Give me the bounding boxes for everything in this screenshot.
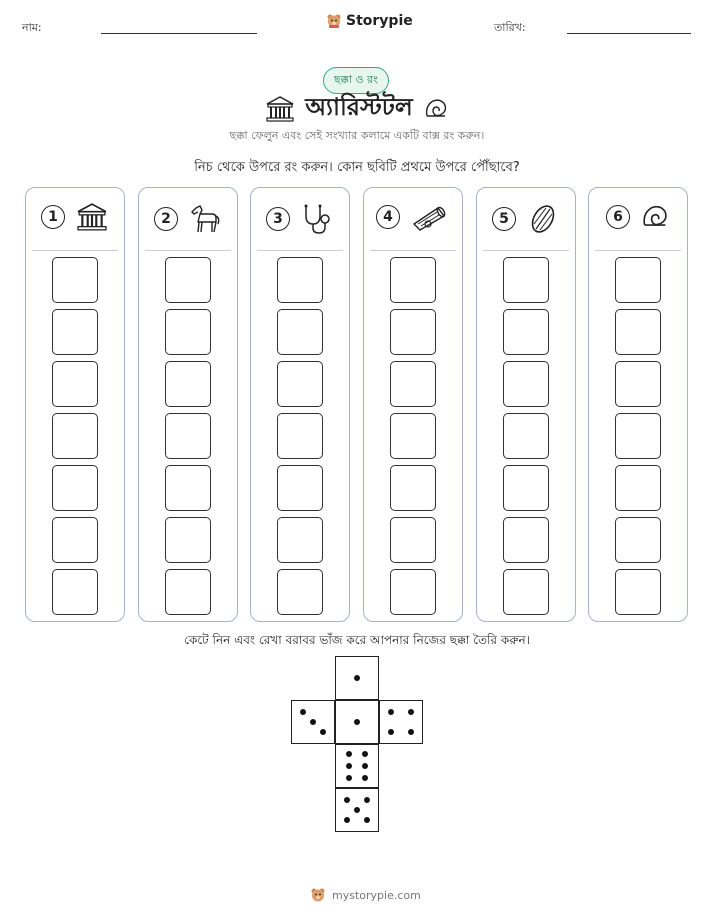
column-header (364, 202, 462, 232)
die-pip (354, 719, 360, 725)
stethoscope-icon (300, 202, 334, 236)
color-box[interactable] (52, 517, 98, 563)
shell-icon (423, 96, 449, 122)
die-pip (346, 775, 352, 781)
color-box[interactable] (390, 361, 436, 407)
bear-icon (326, 13, 342, 29)
color-box[interactable] (390, 517, 436, 563)
column-number: 4 (376, 205, 400, 229)
race-column-3 (250, 187, 350, 622)
temple-icon (75, 202, 109, 232)
page-title: অ্যারিস্টটল (305, 93, 413, 121)
die-pip (354, 807, 360, 813)
die-pip (320, 729, 326, 735)
race-column-5 (476, 187, 576, 622)
color-box[interactable] (277, 517, 323, 563)
die-pip (310, 719, 316, 725)
column-header (589, 202, 687, 232)
column-divider (370, 250, 456, 251)
die-face (335, 656, 379, 700)
color-box[interactable] (615, 257, 661, 303)
column-number: 1 (41, 205, 65, 229)
die-face (379, 700, 423, 744)
color-box[interactable] (165, 361, 211, 407)
activity-badge: ছক্কা ও রং (323, 67, 389, 94)
column-number: 5 (492, 207, 516, 231)
color-box[interactable] (277, 413, 323, 459)
color-box[interactable] (52, 465, 98, 511)
column-number: 2 (154, 207, 178, 231)
title-row (0, 89, 714, 129)
color-box[interactable] (277, 465, 323, 511)
column-header (477, 202, 575, 236)
color-box[interactable] (390, 465, 436, 511)
footer-url[interactable]: mystorypie.com (332, 888, 421, 902)
color-box[interactable] (165, 309, 211, 355)
race-column-4 (363, 187, 463, 622)
color-box[interactable] (503, 569, 549, 615)
color-box[interactable] (277, 257, 323, 303)
instruction: নিচ থেকে উপরে রং করুন। কোন ছবিটি প্রথমে উপরে পৌঁছাবে? (194, 160, 520, 175)
color-box[interactable] (165, 517, 211, 563)
color-box[interactable] (277, 309, 323, 355)
color-box[interactable] (503, 517, 549, 563)
color-box[interactable] (615, 569, 661, 615)
shell-icon (640, 202, 670, 232)
color-box[interactable] (615, 361, 661, 407)
color-box[interactable] (165, 413, 211, 459)
color-box[interactable] (503, 413, 549, 459)
color-box[interactable] (615, 413, 661, 459)
die-pip (388, 709, 394, 715)
color-box[interactable] (52, 257, 98, 303)
die-pip (388, 729, 394, 735)
die-pip (344, 817, 350, 823)
die-pip (344, 797, 350, 803)
column-divider (483, 250, 569, 251)
die-face (291, 700, 335, 744)
die-face (335, 700, 379, 744)
die-pip (364, 817, 370, 823)
color-box[interactable] (615, 517, 661, 563)
column-divider (595, 250, 681, 251)
subtitle: ছক্কা ফেলুন এবং সেই সংখ্যার কলামে একটি বাক্স রং করুন। (229, 129, 485, 142)
color-box[interactable] (503, 361, 549, 407)
die-pip (364, 797, 370, 803)
column-number: 3 (266, 207, 290, 231)
race-column-6 (588, 187, 688, 622)
seed-icon (526, 202, 560, 236)
die-pip (408, 729, 414, 735)
color-box[interactable] (165, 569, 211, 615)
race-column-1 (25, 187, 125, 622)
color-box[interactable] (615, 465, 661, 511)
color-box[interactable] (165, 257, 211, 303)
color-box[interactable] (52, 309, 98, 355)
die-pip (346, 763, 352, 769)
color-box[interactable] (277, 361, 323, 407)
color-box[interactable] (503, 257, 549, 303)
die-face (335, 788, 379, 832)
color-box[interactable] (390, 413, 436, 459)
footer (310, 887, 421, 903)
die-pip (354, 675, 360, 681)
horse-icon (188, 202, 222, 236)
color-box[interactable] (165, 465, 211, 511)
color-box[interactable] (615, 309, 661, 355)
race-column-2 (138, 187, 238, 622)
color-box[interactable] (390, 257, 436, 303)
column-divider (257, 250, 343, 251)
color-box[interactable] (52, 361, 98, 407)
brand-logo (326, 13, 413, 29)
die-pip (362, 763, 368, 769)
die-pip (408, 709, 414, 715)
color-box[interactable] (52, 569, 98, 615)
color-box[interactable] (390, 569, 436, 615)
name-label: নাম: (22, 21, 42, 34)
column-header (251, 202, 349, 236)
column-divider (32, 250, 118, 251)
color-box[interactable] (503, 465, 549, 511)
color-box[interactable] (277, 569, 323, 615)
die-pip (346, 751, 352, 757)
column-header (26, 202, 124, 232)
name-line[interactable] (101, 33, 257, 34)
color-box[interactable] (503, 309, 549, 355)
scroll-icon (410, 202, 450, 232)
column-number: 6 (606, 205, 630, 229)
date-line[interactable] (567, 33, 691, 34)
brand-name: Storypie (346, 13, 413, 29)
column-header (139, 202, 237, 236)
die-pip (362, 775, 368, 781)
cut-instruction: কেটে নিন এবং রেখা বরাবর ভাঁজ করে আপনার নিজের ছক্কা তৈরি করুন। (184, 633, 530, 647)
color-box[interactable] (52, 413, 98, 459)
die-pip (300, 709, 306, 715)
die-face (335, 744, 379, 788)
date-label: তারিখ: (494, 21, 526, 34)
color-box[interactable] (390, 309, 436, 355)
temple-icon (265, 95, 295, 123)
column-divider (145, 250, 231, 251)
bear-icon (310, 887, 326, 903)
die-pip (362, 751, 368, 757)
